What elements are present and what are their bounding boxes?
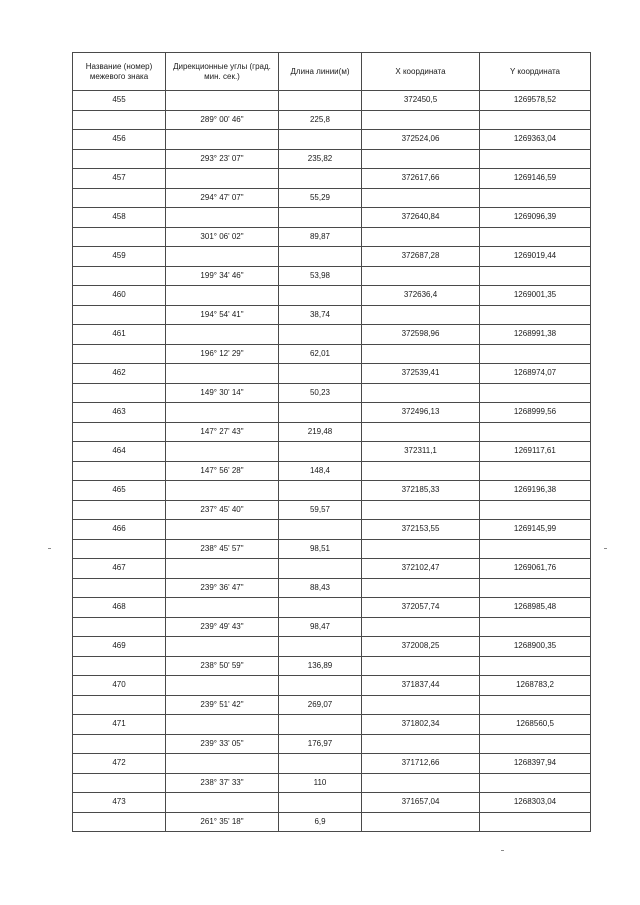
cell-direction-angle: 301° 06' 02" [166, 227, 279, 247]
table-row-segment [73, 578, 591, 598]
cell-y-coordinate [480, 617, 591, 637]
cell-x-coordinate: 372311,1 [362, 442, 480, 462]
cell-y-coordinate [480, 461, 591, 481]
cell-point-name: 463 [73, 403, 166, 423]
cell-direction-angle [166, 793, 279, 813]
cell-direction-angle [166, 130, 279, 150]
cell-direction-angle [166, 286, 279, 306]
cell-line-length [279, 325, 362, 345]
cell-x-coordinate: 372640,84 [362, 208, 480, 228]
scan-speck [501, 850, 504, 851]
cell-y-coordinate [480, 695, 591, 715]
cell-x-coordinate [362, 773, 480, 793]
cell-x-coordinate: 371657,04 [362, 793, 480, 813]
cell-direction-angle: 238° 45' 57" [166, 539, 279, 559]
cell-direction-angle [166, 208, 279, 228]
cell-direction-angle: 147° 56' 28" [166, 461, 279, 481]
cell-line-length [279, 91, 362, 111]
cell-line-length: 98,47 [279, 617, 362, 637]
cell-line-length [279, 598, 362, 618]
cell-x-coordinate: 371837,44 [362, 676, 480, 696]
cell-direction-angle [166, 403, 279, 423]
cell-line-length [279, 403, 362, 423]
cell-line-length: 59,57 [279, 500, 362, 520]
cell-direction-angle: 239° 51' 42" [166, 695, 279, 715]
cell-point-name [73, 110, 166, 130]
cell-y-coordinate [480, 188, 591, 208]
cell-line-length [279, 637, 362, 657]
header-direction-angle: Дирекционные углы (град. мин. сек.) [166, 53, 279, 91]
cell-point-name: 462 [73, 364, 166, 384]
cell-direction-angle: 293° 23' 07" [166, 149, 279, 169]
cell-point-name [73, 539, 166, 559]
cell-y-coordinate [480, 149, 591, 169]
cell-line-length [279, 286, 362, 306]
cell-line-length: 136,89 [279, 656, 362, 676]
cell-point-name [73, 461, 166, 481]
cell-direction-angle [166, 442, 279, 462]
cell-line-length: 110 [279, 773, 362, 793]
cell-direction-angle [166, 481, 279, 501]
table-row-segment [73, 188, 591, 208]
cell-y-coordinate: 1269117,61 [480, 442, 591, 462]
cell-line-length: 235,82 [279, 149, 362, 169]
cell-x-coordinate: 371712,66 [362, 754, 480, 774]
header-point-name: Название (номер) межевого знака [73, 53, 166, 91]
cell-x-coordinate: 372636,4 [362, 286, 480, 306]
cell-line-length [279, 130, 362, 150]
cell-direction-angle: 261° 35' 18" [166, 812, 279, 832]
cell-y-coordinate [480, 305, 591, 325]
table-row-point [73, 403, 591, 423]
cell-y-coordinate [480, 734, 591, 754]
cell-line-length [279, 364, 362, 384]
cell-direction-angle [166, 676, 279, 696]
cell-line-length [279, 481, 362, 501]
cell-x-coordinate: 372008,25 [362, 637, 480, 657]
cell-direction-angle [166, 325, 279, 345]
table-row-point [73, 637, 591, 657]
cell-line-length: 55,29 [279, 188, 362, 208]
cell-y-coordinate [480, 656, 591, 676]
table-row-point [73, 442, 591, 462]
cell-direction-angle: 239° 36' 47" [166, 578, 279, 598]
cell-point-name: 471 [73, 715, 166, 735]
cell-point-name [73, 656, 166, 676]
cell-point-name [73, 812, 166, 832]
cell-y-coordinate: 1268397,94 [480, 754, 591, 774]
cell-x-coordinate [362, 656, 480, 676]
cell-y-coordinate: 1269096,39 [480, 208, 591, 228]
cell-y-coordinate: 1269196,38 [480, 481, 591, 501]
table-row-segment [73, 773, 591, 793]
cell-y-coordinate: 1269578,52 [480, 91, 591, 111]
cell-direction-angle: 199° 34' 46" [166, 266, 279, 286]
scan-speck [48, 548, 51, 549]
cell-y-coordinate [480, 266, 591, 286]
table-row-segment [73, 305, 591, 325]
cell-point-name: 459 [73, 247, 166, 267]
table-row-segment [73, 266, 591, 286]
cell-point-name [73, 695, 166, 715]
cell-direction-angle: 196° 12' 29" [166, 344, 279, 364]
document-page [72, 52, 590, 832]
cell-x-coordinate: 372524,06 [362, 130, 480, 150]
cell-line-length: 148,4 [279, 461, 362, 481]
cell-point-name [73, 188, 166, 208]
cell-direction-angle: 239° 49' 43" [166, 617, 279, 637]
cell-y-coordinate [480, 812, 591, 832]
cell-line-length [279, 442, 362, 462]
header-x-coordinate: X координата [362, 53, 480, 91]
cell-line-length: 219,48 [279, 422, 362, 442]
table-row-segment [73, 422, 591, 442]
cell-line-length [279, 793, 362, 813]
header-y-coordinate: Y координата [480, 53, 591, 91]
cell-x-coordinate: 372598,96 [362, 325, 480, 345]
table-row-segment [73, 617, 591, 637]
cell-line-length: 62,01 [279, 344, 362, 364]
cell-x-coordinate: 372539,41 [362, 364, 480, 384]
cell-x-coordinate: 372102,47 [362, 559, 480, 579]
table-header-row [73, 53, 591, 91]
cell-x-coordinate: 372450,5 [362, 91, 480, 111]
cell-x-coordinate [362, 188, 480, 208]
table-row-point [73, 520, 591, 540]
cell-line-length [279, 208, 362, 228]
table-row-point [73, 208, 591, 228]
cell-direction-angle [166, 247, 279, 267]
cell-line-length: 88,43 [279, 578, 362, 598]
table-row-point [73, 559, 591, 579]
cell-x-coordinate [362, 266, 480, 286]
cell-y-coordinate: 1268303,04 [480, 793, 591, 813]
cell-x-coordinate: 372617,66 [362, 169, 480, 189]
scan-speck [604, 548, 607, 549]
cell-x-coordinate [362, 344, 480, 364]
cell-line-length: 50,23 [279, 383, 362, 403]
cell-x-coordinate: 371802,34 [362, 715, 480, 735]
cell-direction-angle [166, 520, 279, 540]
cell-point-name: 472 [73, 754, 166, 774]
table-row-segment [73, 656, 591, 676]
cell-x-coordinate [362, 422, 480, 442]
cell-direction-angle [166, 715, 279, 735]
cell-point-name: 468 [73, 598, 166, 618]
cell-x-coordinate [362, 110, 480, 130]
cell-y-coordinate: 1269363,04 [480, 130, 591, 150]
table-row-point [73, 793, 591, 813]
cell-y-coordinate: 1268999,56 [480, 403, 591, 423]
table-row-segment [73, 461, 591, 481]
cell-y-coordinate: 1269001,35 [480, 286, 591, 306]
cell-direction-angle: 194° 54' 41" [166, 305, 279, 325]
cell-y-coordinate [480, 383, 591, 403]
table-row-segment [73, 227, 591, 247]
cell-line-length [279, 169, 362, 189]
cell-point-name: 467 [73, 559, 166, 579]
table-row-segment [73, 149, 591, 169]
cell-point-name [73, 383, 166, 403]
cell-x-coordinate [362, 461, 480, 481]
cell-y-coordinate [480, 227, 591, 247]
table-row-segment [73, 500, 591, 520]
cell-y-coordinate: 1268783,2 [480, 676, 591, 696]
cell-y-coordinate: 1268900,35 [480, 637, 591, 657]
cell-line-length [279, 520, 362, 540]
cell-point-name: 473 [73, 793, 166, 813]
cell-direction-angle [166, 559, 279, 579]
table-row-point [73, 364, 591, 384]
cell-point-name [73, 617, 166, 637]
cell-point-name: 457 [73, 169, 166, 189]
cell-direction-angle: 147° 27' 43" [166, 422, 279, 442]
table-row-point [73, 286, 591, 306]
table-row-point [73, 598, 591, 618]
cell-x-coordinate [362, 227, 480, 247]
cell-line-length: 269,07 [279, 695, 362, 715]
cell-x-coordinate [362, 149, 480, 169]
cell-direction-angle: 149° 30' 14" [166, 383, 279, 403]
cell-point-name [73, 227, 166, 247]
table-row-point [73, 715, 591, 735]
cell-x-coordinate: 372057,74 [362, 598, 480, 618]
cell-y-coordinate: 1268991,38 [480, 325, 591, 345]
cell-y-coordinate: 1268974,07 [480, 364, 591, 384]
cell-x-coordinate [362, 617, 480, 637]
header-line-length: Длина линии(м) [279, 53, 362, 91]
cell-point-name [73, 149, 166, 169]
table-row-segment [73, 110, 591, 130]
cell-point-name: 465 [73, 481, 166, 501]
cell-point-name [73, 266, 166, 286]
table-row-point [73, 481, 591, 501]
cell-direction-angle: 238° 50' 59" [166, 656, 279, 676]
cell-y-coordinate: 1269061,76 [480, 559, 591, 579]
cell-point-name: 470 [73, 676, 166, 696]
cell-line-length: 89,87 [279, 227, 362, 247]
cell-x-coordinate: 372185,33 [362, 481, 480, 501]
cell-y-coordinate: 1269145,99 [480, 520, 591, 540]
cell-line-length: 98,51 [279, 539, 362, 559]
cell-point-name: 469 [73, 637, 166, 657]
cell-x-coordinate [362, 383, 480, 403]
cell-x-coordinate: 372153,55 [362, 520, 480, 540]
cell-x-coordinate [362, 578, 480, 598]
table-row-point [73, 325, 591, 345]
table-row-point [73, 754, 591, 774]
cell-point-name [73, 500, 166, 520]
cell-direction-angle: 294° 47' 07" [166, 188, 279, 208]
cell-point-name [73, 578, 166, 598]
cell-x-coordinate [362, 734, 480, 754]
cell-point-name: 458 [73, 208, 166, 228]
cell-point-name [73, 773, 166, 793]
table-row-segment [73, 734, 591, 754]
cell-y-coordinate: 1268985,48 [480, 598, 591, 618]
cell-y-coordinate [480, 539, 591, 559]
table-body [73, 91, 591, 832]
cell-x-coordinate: 372496,13 [362, 403, 480, 423]
cell-line-length: 38,74 [279, 305, 362, 325]
cell-line-length: 53,98 [279, 266, 362, 286]
cell-line-length [279, 559, 362, 579]
cell-direction-angle [166, 637, 279, 657]
table-row-segment [73, 695, 591, 715]
cell-point-name [73, 344, 166, 364]
cell-direction-angle [166, 598, 279, 618]
cell-direction-angle [166, 754, 279, 774]
coordinates-table [72, 52, 591, 832]
cell-y-coordinate [480, 422, 591, 442]
cell-point-name: 456 [73, 130, 166, 150]
cell-y-coordinate: 1268560,5 [480, 715, 591, 735]
cell-direction-angle: 238° 37' 33" [166, 773, 279, 793]
table-row-point [73, 91, 591, 111]
table-row-point [73, 247, 591, 267]
cell-direction-angle [166, 91, 279, 111]
cell-x-coordinate [362, 695, 480, 715]
table-row-segment [73, 383, 591, 403]
cell-y-coordinate [480, 500, 591, 520]
table-row-point [73, 130, 591, 150]
table-row-point [73, 169, 591, 189]
cell-x-coordinate: 372687,28 [362, 247, 480, 267]
cell-y-coordinate [480, 110, 591, 130]
cell-direction-angle [166, 364, 279, 384]
cell-x-coordinate [362, 539, 480, 559]
cell-line-length [279, 247, 362, 267]
cell-point-name [73, 305, 166, 325]
table-row-segment [73, 812, 591, 832]
cell-direction-angle [166, 169, 279, 189]
cell-line-length: 225,8 [279, 110, 362, 130]
cell-point-name: 460 [73, 286, 166, 306]
cell-point-name: 461 [73, 325, 166, 345]
table-row-segment [73, 539, 591, 559]
table-row-segment [73, 344, 591, 364]
cell-point-name [73, 734, 166, 754]
table-row-point [73, 676, 591, 696]
cell-point-name: 464 [73, 442, 166, 462]
cell-point-name [73, 422, 166, 442]
cell-direction-angle: 239° 33' 05" [166, 734, 279, 754]
cell-x-coordinate [362, 305, 480, 325]
cell-x-coordinate [362, 500, 480, 520]
cell-y-coordinate [480, 578, 591, 598]
cell-direction-angle: 237° 45' 40" [166, 500, 279, 520]
cell-y-coordinate [480, 773, 591, 793]
cell-x-coordinate [362, 812, 480, 832]
cell-line-length: 176,97 [279, 734, 362, 754]
cell-line-length [279, 754, 362, 774]
cell-line-length [279, 676, 362, 696]
cell-y-coordinate: 1269019,44 [480, 247, 591, 267]
cell-line-length [279, 715, 362, 735]
cell-direction-angle: 289° 00' 46" [166, 110, 279, 130]
cell-line-length: 6,9 [279, 812, 362, 832]
cell-point-name: 466 [73, 520, 166, 540]
cell-y-coordinate [480, 344, 591, 364]
cell-point-name: 455 [73, 91, 166, 111]
cell-y-coordinate: 1269146,59 [480, 169, 591, 189]
